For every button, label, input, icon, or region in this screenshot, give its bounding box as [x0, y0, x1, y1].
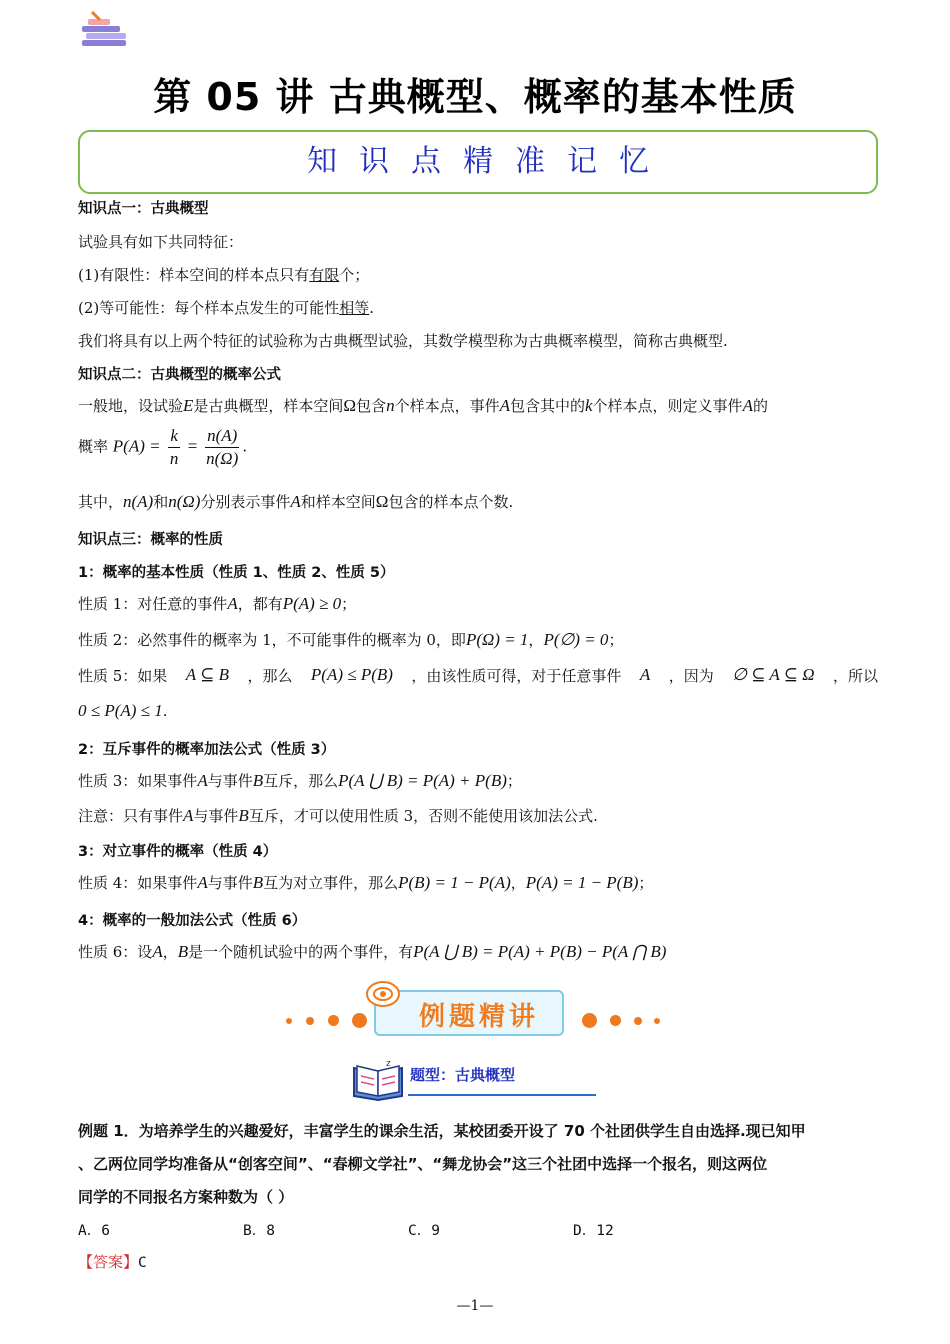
- svg-text:z: z: [386, 1059, 391, 1069]
- topic-title: 题型：古典概型: [410, 1066, 516, 1084]
- kp1-item1: [78, 264, 369, 285]
- text: 包含其中的: [509, 397, 585, 415]
- math: P(∅) = 0: [543, 630, 609, 649]
- text: ；: [638, 874, 654, 892]
- open-book-icon: [350, 1058, 406, 1102]
- text: 和: [153, 493, 169, 511]
- question-line: 、乙两位同学均准备从“创客空间”、“春柳文学社”、“舞龙协会”这三个社团中选择一个报名，则这两位: [78, 1155, 768, 1173]
- answer-line: [78, 1251, 147, 1272]
- page-number: —1—: [456, 1298, 494, 1314]
- text: .: [242, 437, 248, 456]
- math: P(A) ≥ 0: [282, 594, 342, 613]
- math: P(A) =: [112, 436, 161, 456]
- dot: [328, 1015, 339, 1026]
- property-1: [78, 593, 356, 614]
- math: ∅ ⊆ A ⊆ Ω: [732, 665, 815, 684]
- math: Ω: [343, 396, 357, 415]
- text: ，: [528, 631, 544, 649]
- text: 性质 3：如果事件: [78, 772, 198, 790]
- question-line: 同学的不同报名方案种数为（ ）: [78, 1188, 294, 1206]
- text: 性质 2：必然事件的概率为 1，不可能事件的概率为 0，即: [78, 631, 466, 649]
- question-line: 例题 1．为培养学生的兴趣爱好，丰富学生的课余生活，某校团委开设了 70 个社团供学生自由选择.现已知甲: [78, 1122, 806, 1140]
- kp3-sub3: 3：对立事件的概率（性质 4）: [78, 844, 278, 860]
- text: 性质 6：设: [78, 943, 153, 961]
- kp2-line1: [78, 395, 768, 416]
- text: ；: [506, 772, 522, 790]
- math: k: [585, 396, 593, 415]
- numerator: n(A): [205, 425, 239, 448]
- answer-tag: 【答案】: [78, 1253, 139, 1271]
- text: 个；: [339, 266, 370, 284]
- books-logo-icon: [78, 10, 130, 52]
- text: 是古典概型，样本空间: [193, 397, 344, 415]
- text: ；: [608, 631, 624, 649]
- dot: [582, 1013, 597, 1028]
- math: A: [742, 396, 753, 415]
- math: Ω: [375, 492, 389, 511]
- text: 与事件: [207, 874, 253, 892]
- text: 个样本点，事件: [394, 397, 500, 415]
- text: ，那么: [247, 667, 293, 685]
- property-4: [78, 872, 653, 893]
- dot: [306, 1017, 314, 1025]
- text: 性质 5：如果: [78, 667, 168, 685]
- topic-underline: [408, 1094, 596, 1096]
- text: ；: [341, 595, 357, 613]
- math: A: [499, 396, 510, 415]
- math: A: [183, 806, 194, 825]
- math: P(A ⋃ B) = P(A) + P(B) − P(A ⋂ B): [413, 942, 667, 961]
- kp3-sub1: 1：概率的基本性质（性质 1、性质 2、性质 5）: [78, 565, 395, 581]
- text: 性质 4：如果事件: [78, 874, 198, 892]
- property-5-cont: [78, 701, 168, 721]
- dot: [352, 1013, 367, 1028]
- kp3-sub2: 2：互斥事件的概率加法公式（性质 3）: [78, 742, 336, 758]
- text: 分别表示事件: [200, 493, 291, 511]
- text: 互为对立事件，那么: [263, 874, 399, 892]
- fraction: [205, 425, 239, 470]
- example-badge: [374, 990, 564, 1036]
- kp2-heading: 知识点二：古典概型的概率公式: [78, 367, 281, 383]
- kp1-item2: [78, 297, 374, 318]
- section-banner: [78, 130, 878, 194]
- kp2-formula: [78, 425, 247, 470]
- math: E: [183, 396, 194, 415]
- math: A: [227, 594, 238, 613]
- option-a[interactable]: A．6: [78, 1223, 110, 1239]
- text: ，: [510, 874, 526, 892]
- text: 个样本点，则定义事件: [592, 397, 743, 415]
- fraction: [168, 425, 180, 470]
- text: (1)有限性：样本空间的样本点只有: [78, 266, 310, 284]
- kp2-note: [78, 491, 513, 512]
- text: 互斥，那么: [263, 772, 339, 790]
- text: 与事件: [207, 772, 253, 790]
- math: P(Ω) = 1: [465, 630, 529, 649]
- text: ，因为: [668, 667, 714, 685]
- text: 与事件: [193, 807, 239, 825]
- property-3: [78, 770, 522, 791]
- text: .: [162, 702, 168, 720]
- dot: [286, 1018, 292, 1024]
- math: P(B) = 1 − P(A): [398, 873, 511, 892]
- math: A: [197, 873, 208, 892]
- text: (2)等可能性：每个样本点发生的可能性: [78, 299, 340, 317]
- math: n(Ω): [168, 492, 201, 511]
- underlined-term: 有限: [309, 266, 340, 284]
- math: P(A) ≤ P(B): [310, 665, 393, 684]
- text: 其中，: [78, 493, 124, 511]
- banner-title: 知识点精准记忆: [307, 144, 671, 179]
- text: ，都有: [237, 595, 283, 613]
- kp3-sub4: 4：概率的一般加法公式（性质 6）: [78, 913, 307, 929]
- answer-value: C: [138, 1255, 147, 1271]
- dot: [654, 1018, 660, 1024]
- text: 性质 1：对任意的事件: [78, 595, 228, 613]
- example-section-header: [0, 978, 950, 1038]
- math: B: [252, 873, 264, 892]
- math: =: [187, 436, 198, 456]
- text: 包含: [356, 397, 387, 415]
- denominator: n(Ω): [206, 449, 239, 468]
- page-title: 第 05 讲 古典概型、概率的基本性质: [153, 75, 797, 119]
- property-3-note: [78, 805, 598, 826]
- math: A: [639, 665, 651, 684]
- math: P(A) = 1 − P(B): [525, 873, 639, 892]
- option-d[interactable]: D．12: [573, 1223, 614, 1239]
- math: A: [290, 492, 301, 511]
- math: n: [386, 396, 395, 415]
- text: 和样本空间: [300, 493, 376, 511]
- text: 是一个随机试验中的两个事件，有: [188, 943, 414, 961]
- math: A ⊆ B: [185, 665, 229, 684]
- kp1-heading: 知识点一：古典概型: [78, 201, 209, 217]
- math: P(A ⋃ B) = P(A) + P(B): [338, 771, 507, 790]
- kp3-heading: 知识点三：概率的性质: [78, 532, 223, 548]
- text: 包含的样本点个数.: [388, 493, 514, 511]
- text: 一般地，设试验: [78, 397, 184, 415]
- text: 互斥，才可以使用性质 3，否则不能使用该加法公式.: [248, 807, 598, 825]
- topic-header: [350, 1058, 596, 1104]
- text: ，: [162, 943, 178, 961]
- denominator: n: [169, 449, 179, 468]
- property-2: [78, 629, 623, 650]
- text: ，由该性质可得，对于任意事件: [411, 667, 622, 685]
- math: B: [252, 771, 264, 790]
- badge-title: 例题精讲: [418, 1002, 539, 1032]
- option-c[interactable]: C．9: [408, 1223, 440, 1239]
- math: 0 ≤ P(A) ≤ 1: [78, 701, 163, 720]
- math: A: [152, 942, 163, 961]
- property-5: [78, 665, 878, 686]
- math: B: [238, 806, 249, 825]
- text: 的: [752, 397, 768, 415]
- text: ，所以: [832, 667, 878, 685]
- text: 注意：只有事件: [78, 807, 184, 825]
- text: 概率: [78, 437, 109, 456]
- text: .: [369, 299, 375, 317]
- underlined-term: 相等: [339, 299, 370, 317]
- dot: [634, 1017, 642, 1025]
- option-b[interactable]: B．8: [243, 1223, 275, 1239]
- numerator: k: [168, 425, 180, 448]
- math: n(A): [123, 492, 154, 511]
- math: B: [177, 942, 189, 961]
- property-6: [78, 941, 666, 962]
- math: A: [197, 771, 208, 790]
- dot: [610, 1015, 621, 1026]
- kp1-intro: 试验具有如下共同特征：: [78, 233, 244, 251]
- kp1-summary: 我们将具有以上两个特征的试验称为古典概型试验，其数学模型称为古典概率模型，简称古典概型.: [78, 332, 728, 350]
